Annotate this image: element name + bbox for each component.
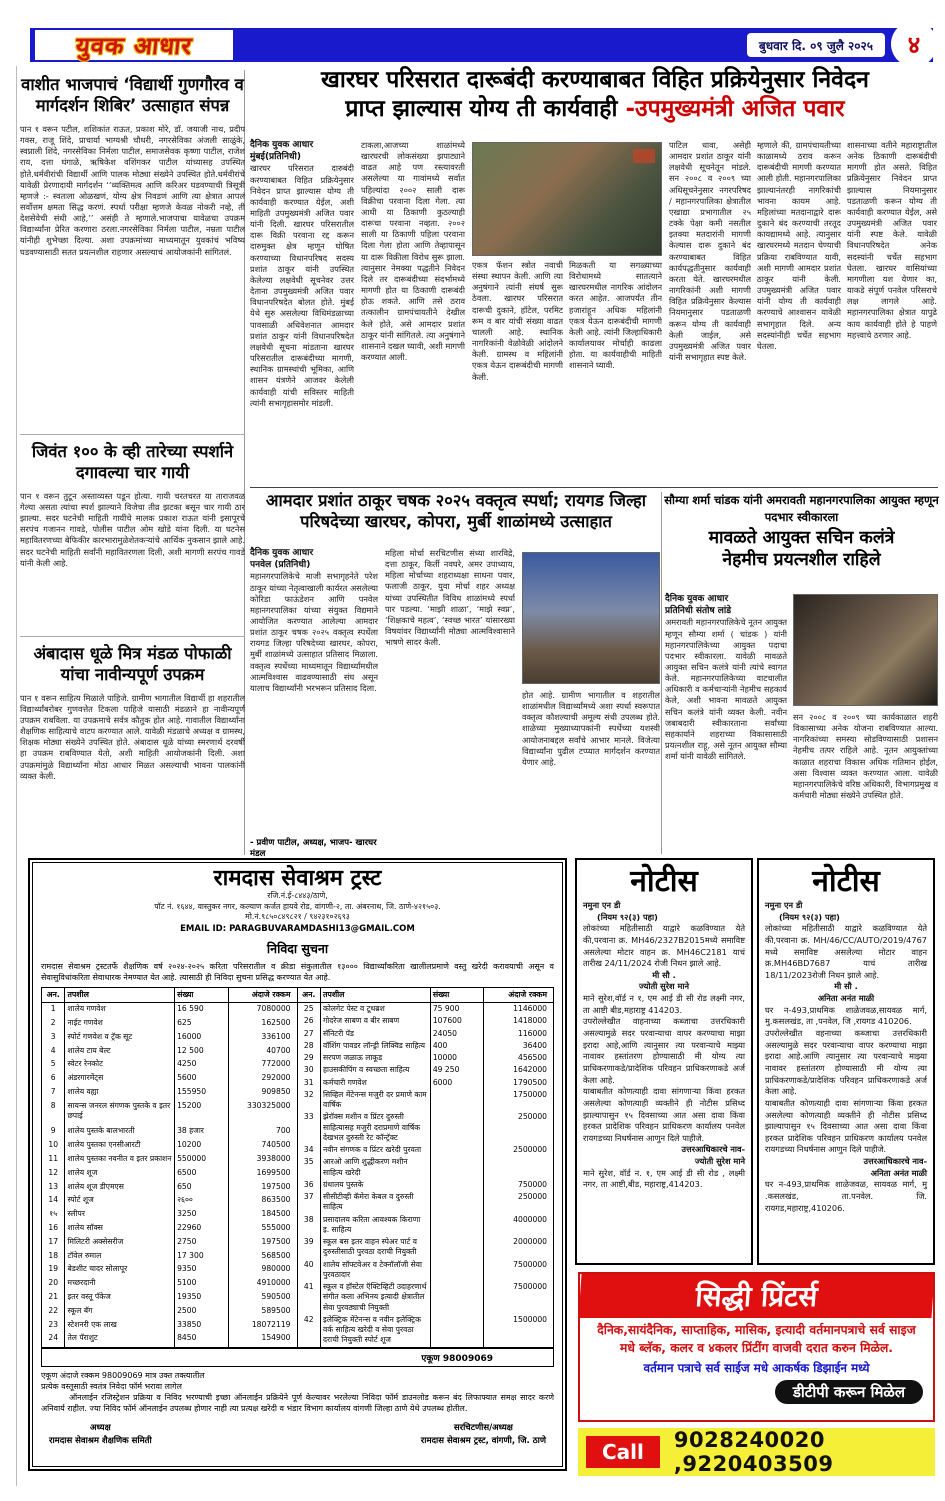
table-row: 3 स्पोर्ट गणवेश व ट्रॅक सूट 16000 336100 bbox=[42, 1031, 297, 1045]
main-headline-line2 bbox=[250, 95, 940, 124]
table-row: 14 स्पोर्ट शूज २६०० 863500 bbox=[42, 1194, 297, 1208]
heir-label: उत्तरआधिकारचे नाव- bbox=[681, 1144, 745, 1155]
byline: दैनिक युवक आधार पनवेल (प्रतिनिधी) bbox=[250, 548, 314, 570]
page-number: ४ bbox=[891, 21, 937, 67]
main-article-column: एकत्र फॅशन स्त्रोत नवाची संस्था स्थापन केली. आणि त्या अनुषंगाने त्यांनी संघर्ष सुरू ठेवला. खारघर परिसरात दारूची दुकाने, हॉटेल, परमिट रूम व बार यांची संख्या वाढत चालली आहे. स्थानिक नागरिकांनी वेळोवेळी आंदोलने केली. ग्रामस्थ व महिलांनी एकत्र येऊन दारूबंदीची मागणी केली. bbox=[472, 260, 563, 382]
handover-ceremony-photo bbox=[793, 594, 938, 706]
col-header-desc: तपशील bbox=[65, 988, 175, 1003]
article-headline: अंबादास धूळे मित्र मंडळ पोफाळी यांचा नावीन्यपूर्ण उपक्रम bbox=[33, 643, 232, 685]
newspaper-logo-box bbox=[35, 30, 233, 60]
middle-article-column: महिला मोर्चा सरचिटणीस संध्या शारविद्रे, दत्ता ठाकूर, किर्ती नवघरे, अमर उपाध्याय, महिला मोर्चाच्या शहराध्यक्षा साधना पवार, फलाजी ठाकूर, युवा मोर्चा शहर अध्यक्ष यांच्या उपस्थितीत विविध शाळांमध्ये स्पर्धा पार पडल्या. ‘माझी शाळा’, ‘माझे स्वप्न’, ‘शिक्षकाचे महत्व’, ‘स्वच्छ भारत’ यांसारख्या विषयांवर विद्यार्थ्यांनी मोठ्या आत्मविश्वासाने भाषणे सादर केली. bbox=[385, 548, 515, 648]
photo-banner bbox=[633, 149, 655, 163]
table-row: 17 मिलिटरी अक्सेसरीज 2750 197500 bbox=[42, 1236, 297, 1250]
table-row: 31 कर्मचारी गणवेश 6000 1790500 bbox=[298, 1077, 554, 1089]
main-article-column: म्हणाले की, ग्रामपंचायतीच्या काळामध्ये ठराव करून दारूबंदीची मागणी करण्यात आली होती. महानगरपालिका झाल्यानंतरही नागरिकांची भावना कायम आहे. महिलांच्या मतदानाद्वारे दारू दुकाने बंद करण्याची तरतूद कायद्यामध्ये आहे. त्यानुसार खारघरमध्ये मतदान घेण्याची प्रक्रिया राबविण्यात यावी, अशी मागणी आमदार प्रशांत ठाकूर यांनी केली. उपमुख्यमंत्री अजित पवार यांनी योग्य ती कार्यवाही करण्याचे आश्वासन यावेळी सभागृहात दिले. अन्य सदस्यांनीही चर्चेत सहभाग घेतला. bbox=[757, 140, 841, 351]
table-row: 37 सीसीटीव्ही कॅमेरा केबल व दुरुस्ती साहित्य 250000 bbox=[298, 1191, 554, 1214]
ad-line2: वर्तमान पत्राचे सर्व साईज मधे आकर्षक डिझाईन मध्ये bbox=[643, 1360, 870, 1375]
col-header-qty: संख्या bbox=[430, 988, 484, 1003]
date-badge: बुधवार दि. ०९ जुलै २०२५ bbox=[747, 33, 885, 57]
left-page-rule bbox=[16, 66, 17, 1486]
call-label: Call bbox=[586, 1436, 660, 1468]
tender-table-right bbox=[298, 988, 554, 1347]
notice-form: नमुना एन डी bbox=[765, 900, 803, 910]
divider bbox=[20, 636, 245, 637]
table-row: 12 शालेय शूज 6500 1699500 bbox=[42, 1167, 297, 1181]
footer-paragraph: ऑनलाईन रजिस्ट्रेशन प्रक्रिया व निविद भरण्याची इच्छा ऑनलाईन प्रक्रियेने पूर्ण केल्यावर भरलेल्या निविदा फॉर्म डाउनलोड करून बंद लिफाफ्यात समक्ष सादर करणे अनिवार्य राहील. ज्या निविद फॉर्म ऑनलाईन उपलब्ध होणार नाही त्या प्रत्यक्ष खरेदी व भंडार विभाग कार्यालय वांगणी जिल्हा ठाणे येथे उपलब्ध होतील. bbox=[41, 1392, 554, 1414]
heir-name: ज्योती सुरेश माने bbox=[694, 1156, 745, 1167]
trust-address: पॉट नं. १६४४, वास्तुकर नगर, कल्याण कर्जत हायवे रोड, वांगणी-२, ता. अंबरनाथ, जि. ठाणे-४२१५०३. bbox=[154, 901, 441, 911]
notice-salutation: मी सौ . bbox=[834, 981, 858, 992]
table-row: १५ स्लीपर 3250 184500 bbox=[42, 1208, 297, 1222]
table-row: 16 शालेय सॉक्स 22960 555000 bbox=[42, 1222, 297, 1236]
article-body: महानगरपालिकेचे माजी सभागृहनेते परेश ठाकूर यांच्या नेतृत्वाखाली कार्यरत असलेल्या कोरिडा फाऊंडेशन आणि पनवेल महानगरपालिका यांच्या संयुक्त विद्यमाने आयोजित करण्यात आलेल्या आमदार प्रशांत ठाकूर चषक २०२५ वक्तृत्व स्पर्धेला रायगड जिल्हा परिषदेच्या खारघर, कोपरा, मुर्बी शाळांमध्ये उत्साहात प्रतिसाद मिळाला. वक्तृत्व स्पर्धेच्या माध्यमातून विद्यार्थ्यांमधील आत्मविश्वास वाढवण्यासाठी संघ असून यालाच विद्यार्थ्यांनी भरभरून प्रतिसाद दिला. bbox=[250, 571, 378, 693]
article-signature: - प्रवीण पाटील, अध्यक्ष, भाजप- खारघर मंडल bbox=[250, 838, 377, 860]
table-row: 42 इलेक्ट्रिक मेंटेनन्स व नवीन इलेक्ट्रिक वर्क साहित्य खरेदी व सेवा पुरवठा दराची नियुक्ती स्पोर्ट शूज 1500000 bbox=[298, 1314, 554, 1347]
article-headline: जिवंत १०० के व्ही तारेच्या स्पर्शाने दगावल्या चार गायी bbox=[31, 441, 234, 483]
table-row: 1 शालेय गणवेश 16 590 7080000 bbox=[42, 1003, 297, 1017]
main-headline-line1: खारघर परिसरात दारूबंदी करण्याबाबत विहित प्रक्रियेनुसार निवेदन bbox=[321, 67, 869, 93]
table-row: 40 शालेय सॉफ्टवेअर व टेक्नॉलॉजी सेवा पुरवठादार 7500000 bbox=[298, 1259, 554, 1282]
table-row: 28 वॉशिंग पावडर लॉन्ड्री लिक्विड साहित्य 400 36400 bbox=[298, 1040, 554, 1052]
table-row: 39 स्कूल बस इतर वाहन स्पेअर पार्ट व दुरुस्तीसाठी पुरवठा दराची नियुक्ती 2000000 bbox=[298, 1236, 554, 1259]
tender-notice-box bbox=[28, 858, 567, 1471]
middle-article-column: होत आहे. ग्रामीण भागातील व शहरातील शाळांमधील विद्यार्थ्यांमध्ये अशा स्पर्धा स्वरूपात वक्तृत्व कौशल्याची अमूल्य संधी उपलब्ध होते. शाळेच्या मुख्याध्यापकांनी स्पर्धेच्या यशस्वी आयोजनाबद्दल सर्वांचे आभार मानले. विजेत्या विद्यार्थ्यांना पुढील टप्प्यात मार्गदर्शन करण्यात येणार आहे. bbox=[522, 690, 660, 767]
trust-phone: मो.नं.९८५०८४९८२१ / ९४२३१०२६९३ bbox=[245, 912, 350, 922]
column-rule-right bbox=[661, 492, 662, 854]
col-header-desc: तपशील bbox=[320, 988, 430, 1003]
trust-registration: रजि.नं.ई-८४४३/ठाणे, bbox=[267, 891, 328, 901]
middle-article-column bbox=[250, 548, 378, 860]
tender-inner bbox=[32, 862, 563, 1467]
article-body: पान १ वरून पटील, शशिकांत राऊत, प्रकाश मोरे, डॉ. जयाजी नाथ, प्रदीप गवस, राजू शिंदे, प्राचार्या भाग्यश्री चौधरी, नगरसेविका अंजली साळुंके, स्वप्नाली शिंदे, नगरसेविका निर्मला पाटील, समाजसेवक कृष्णा पाटील, राजेश राय, दत्ता घंगाळे, ऋषिकेश वशिंगकर पाटील यांच्यासह उपस्थित होते.धर्मवीरांची विद्यार्थी आणि पालक मोठ्या संख्येने उपस्थित होते.धर्मवीरांचे यावेळी प्रेरणादायी मार्गदर्शन ‘‘व्यक्तिमत्व आणि करिअर घडवण्याची त्रिसूत्री म्हणजे :- स्वतःला ओळखणं, योग्य क्षेत्र निवडणं आणि त्या क्षेत्रात आपलं सर्वोत्तम क्षमता सिद्ध करणं. स्पर्धा परीक्षा म्हणजे केवळ नोकरी नव्हे, ती देशसेवेची संधी आहे,’’ असंही ते म्हणाले.भाजपाचा यावेळचा उपक्रम विद्यार्थ्यांना प्रेरित करणारा ठरला.नगरसेविका निर्मला पाटील, नम्रता पाटील यांनीही शुभेच्छा दिल्या. अशा उपक्रमांच्या माध्यमातून युवकांचं भविष्य घडवण्यासाठी सतत प्रयत्नशील राहणार असल्याचं आयोजकांनी सांगितलं. bbox=[20, 123, 245, 257]
article-body: खारघर परिसरात दारुबंदी करण्याबाबत विहित प्रक्रियेनुसार निवेदन प्राप्त झाल्यास योग्य ती कार्यवाही करण्यात येईल, अशी माहिती उपमुख्यमंत्री अजित पवार यांनी दिली. खारघर परिसरातील दारू विक्री परवाना रद्द करून दारुमुक्त क्षेत्र म्हणून घोषित करण्याच्या विधानपरिषद सदस्य प्रशांत ठाकूर यांनी उपस्थित केलेल्या लक्षवेधी सूचनेवर उत्तर देताना उपमुख्यमंत्री अजित पवार विधानपरिषदेत बोलत होते. मुंबई येथे सुरु असलेल्या विधिमंडळाच्या पावसाळी अधिवेशनात आमदार प्रशांत ठाकूर यांनी विधानपरिषदेत लक्षवेधी सूचना मांडताना खारघर परिसरातील दारूबंदीच्या मागणी, स्थानिक ग्रामस्थांची भूमिका, आणि शासन यंत्रणेने आजवर केलेली कार्यवाही यांची सविस्तर माहिती त्यांनी सभागृहासमोर मांडली. bbox=[250, 163, 354, 408]
tender-heading: निविदा सुचना bbox=[266, 940, 329, 956]
notice-body: लोकांच्या महितीसाठी याद्वारे कळविण्यात येते की,परवाना क्र. MH/46/CC/AUTO/2019/4767 मध्ये समाविष्ट असलेल्या मोटार वाहन क्र.MH46BD7687 याचं तारीख 18/11/2023रोजी निधन झाले आहे. bbox=[765, 923, 927, 980]
left-column bbox=[20, 68, 245, 853]
main-article-column bbox=[250, 140, 354, 488]
table-row: 35 आरओ आणि शुद्धीकरण मशीन साहित्य खरेदी bbox=[298, 1156, 554, 1179]
tender-footer bbox=[41, 1370, 554, 1415]
table-row: 21 इतर वस्तू पॅकेज 19350 590500 bbox=[42, 1291, 297, 1305]
main-article-column: टाकला,आजच्या शाळांमध्ये खारघरची लोकसंख्या झपाट्याने वाढत आहे पण रस्त्यावरती असलेल्या या गावांमध्ये सर्वात पहिल्यांदा २००२ साली दारू विक्रीचा परवाना दिला गेला. त्या आधी या ठिकाणी कुठल्याही दारूचा परवाना नव्हता. २००२ साली या ठिकाणी पहिला परवाना दिला गेला होता आणि तेव्हापासून या दारू विक्रीला विरोध सुरू झाला. त्यानुसार नेमक्या पद्धतीने निवेदन दिले तर दारूबंदीच्या संदर्भामध्ये मागणी होत या ठिकाणी दारूबंदी होऊ शकते. आणि तसे ठराव तत्कालीन ग्रामपंचायतीने देखील केले होते, असे आमदार प्रशांत ठाकूर यांनी सांगितले. त्या अनुषंगाने शासनाने दखल घ्यावी, अशी मागणी करण्यात आली. bbox=[361, 140, 465, 362]
table-row: 6 अंडरगारमेंट्स 5600 292000 bbox=[42, 1072, 297, 1086]
article-body: अमरावती महानगरपालिकेचे नूतन आयुक्त म्हणून सौम्या शर्मा ( चांडक ) यांनी महानगरपालिकेच्या आयुक्त पदाचा पदभार स्वीकारला. यावेळी मावळते आयुक्त सचिन कलंत्रे यांनी त्यांचे स्वागत केले. महानगरपालिकेच्या वाटचालीत अधिकारी व कर्मचाऱ्यांनी नेहमीच सहकार्य केले, अशी भावना मावळते आयुक्त सचिन कलंत्रे यांनी व्यक्त केली. नवीन जबाबदारी स्वीकारताना सर्वांच्या सहकार्याने शहराच्या विकासासाठी प्रयत्नशील राहू, असे नूतन आयुक्त सौम्या शर्मा यांनी यावेळी सांगितले. bbox=[665, 617, 787, 762]
heir-address: घर न-493,प्राथमिक शाळेजवळ, सायवळ मार्ग, मु .कसलखंड, ता.पनवेल. जि. रायगड,महाराष्ट्र,410206. bbox=[765, 1179, 927, 1213]
notice-para2: उपरोल्लेखीत वाहनाच्या कब्जाचा उत्तरधिकारी असल्यामुळे सदर परवान्याचा वापर करण्याचा माझा इरादा आहे,आणि त्यानुसार त्या परवान्याचे माझ्या नावावर हस्तांतरण होण्यासाठी मी योग्य त्या प्राधिकरणाकडे/प्रादेशिक परिवहन प्राधिकरणाकडे अर्ज केला आहे. bbox=[583, 1016, 745, 1085]
table-row: 10 शालेय पुस्तका एनसीआरटी 10200 740500 bbox=[42, 1139, 297, 1153]
notice-rule: (नियम ९२(३) पहा) bbox=[597, 911, 658, 922]
ad-phone-numbers: 9028240020 ,9220403509 bbox=[673, 1428, 834, 1476]
heir-name: अनिता अनंत माळी bbox=[870, 1167, 927, 1178]
col-header-no: अन. bbox=[42, 988, 65, 1003]
main-article-column: पाटिल धावा, असेही आमदार प्रशांत ठाकूर यांनी लक्षवेधी सूचनेतून मांडले. सन २००८ व २००९ च्या अधिसूचनेनुसार नगरपरिषद / महानगरपालिका क्षेत्रातील एखाद्या प्रभागातील २५ टक्के पेक्षा कमी नसतील इतक्या मतदारांनी मागणी केल्यास दारू दुकाने बंद करण्याबाबत विहित कार्यपद्धतीनुसार कार्यवाही करता येते. खारघरमधील नागरिकांनी अशी मागणी विहित प्रक्रियेनुसार केल्यास नियमानुसार पडताळणी करून योग्य ती कार्यवाही केली जाईल, असे उपमुख्यमंत्री अजित पवार यांनी सभागृहात स्पष्ट केले. bbox=[669, 140, 751, 362]
tender-total: एकूण 98009069 bbox=[41, 1347, 554, 1367]
notice-address: माने सुरेश,वॉर्ड न १, एम आई डी सी रोड लक्ष्मी नगर, ता आष्टी बीड,महाराष्ट्र 414203. bbox=[583, 993, 745, 1015]
col-header-no: अन. bbox=[298, 988, 321, 1003]
signature-right: सरचिटणीस/अध्यक्ष रामदास सेवाश्रम ट्रस्ट, वांगणी, जि. ठाणे bbox=[420, 1423, 546, 1447]
table-row: 18 टॉवेल रुमाल 17 300 568500 bbox=[42, 1250, 297, 1264]
notice-rule: (नियम ९२(३) पहा) bbox=[779, 911, 840, 922]
right-article-column bbox=[665, 594, 787, 854]
byline: दैनिक युवक आधार मुंबई(प्रतिनिधी) bbox=[250, 140, 314, 162]
byline: दैनिक युवक आधार प्रतिनिधी संतोष लांडे bbox=[665, 594, 732, 616]
notice-para3: याबाबतीत कोणत्याही दावा सांगणाऱ्या किंवा हरकत असलेल्या कोणत्याही व्यक्तीने ही नोटीस प्रसिध्द झाल्यापासुन १५ दिवसाच्या आत असा दावा किंवा हरकत प्रादेशिक परिवहन प्राधिकरण कार्यालय पनवेल रायगडच्या निधर्षनास आणुन दिले पाहीजे. bbox=[765, 1097, 927, 1155]
table-row: 26 गोदरेज साबण व बीर साबण 107600 1418000 bbox=[298, 1015, 554, 1027]
right-article-kicker: सौम्या शर्मा चांडक यांनी अमरावती महानगरपालिका आयुक्त म्हणून पदभार स्वीकारला bbox=[664, 493, 939, 524]
table-row: 23 स्टेशनरी एक लाख 33850 18072119 bbox=[42, 1319, 297, 1333]
footer-line2: प्रत्येक वस्तूसाठी स्वतंत्र निवेदा फॉर्म भरावा लागेल bbox=[41, 1381, 182, 1391]
vehicle-notice-1 bbox=[575, 858, 753, 1265]
heir-label: उत्तरआधिकारचे नाव- bbox=[863, 1156, 927, 1167]
right-article-headline: मावळते आयुक्त सचिन कलंत्रे नेहमीच प्रयत्नशील राहिले bbox=[708, 528, 895, 570]
table-row: 22 स्कूल बॅग 2500 589500 bbox=[42, 1305, 297, 1319]
middle-headline: आमदार प्रशांत ठाकूर चषक २०२५ वक्तृत्व स्पर्धा; रायगड जिल्हा परिषदेच्या खारघर, कोपरा, मुर्बी शाळांमध्ये उत्साहात bbox=[265, 491, 647, 532]
table-row: 19 बेडशीट चादर सोलापूर 9350 980000 bbox=[42, 1263, 297, 1277]
notice-name: अनिता अनंत माळी bbox=[817, 993, 875, 1004]
notice-address: घर न-493,प्राथमिक शाळेजवळ,सायवळ मार्ग, मु.कसलखंड, ता ,पनवेल, जि ,रायगड 410206. bbox=[765, 1004, 927, 1027]
notice-form: नमुना एन डी bbox=[583, 900, 621, 910]
table-row: 25 कोलगेट पेस्ट व टूथब्रश 75 900 1146000 bbox=[298, 1003, 554, 1016]
table-row: 34 नवीन संगणक व प्रिंटर खरेदी पुरवता 2500000 bbox=[298, 1144, 554, 1156]
tender-intro: रामदास सेवाश्रम ट्रस्टतर्फे शैक्षणिक वर्ष २०२४-२०२५ करिता परिसरातील व क्रीडा संकुलातील १३००० विद्यार्थ्यांकरिता खालीलप्रमाणे वस्तु खरेदी करावयाची असून व सेवासुविधांकरिता सेवाधारक नेमण्यात येत आहे. त्यासाठी ही निविदा सुचना प्रसिद्ध करण्यात येत आहे. bbox=[41, 961, 554, 982]
table-row: 4 शालेय टाय बेल्ट 12 500 40700 bbox=[42, 1045, 297, 1059]
article-body: पान १ वरून तुटून अस्ताव्यस्त पडून होत्या. गायी चरतचरत या ताराजवळ गेल्या असता त्यांचा स्पर्श झाल्याने विजेचा तीव्र झटका बसून चार गायी ठार झाल्या. सदर घटनेची माहिती गायींचे मालक प्रकाश राऊत यांनी इसापूरचे सरपंच गजानन गावडे, पोलीस पाटील ओम खोडे यांना दिली. या घटनेस महावितरणच्या बेफिकीर कारभारामुळेशेतकऱ्यांचे आर्थिक नुकसान झाले आहे. सदर घटनेची माहिती सर्वांनी महावितरणला दिली, अशी मागणी सरपंच गावडे यांनी केली आहे. bbox=[20, 490, 245, 568]
main-article-column: शासनाच्या वतीने महाराष्ट्रातील अनेक ठिकाणी दारूबंदीची मागणी होत असते. विहित प्रक्रियेनुसार निवेदन प्राप्त झाल्यास नियमानुसार पडताळणी करून योग्य ती कार्यवाही करण्यात येईल, असे उपमुख्यमंत्री अजित पवार यांनी स्पष्ट केले. यावेळी विधानपरिषदेत अनेक सदस्यांनी चर्चेत सहभाग घेतला. खारघर वासियांच्या मागणीला यश येणार का, याकडे संपूर्ण पनवेल परिसराचे लक्ष लागले आहे. महानगरपालिका क्षेत्रात यापुढे काय कार्यवाही होते हे पाहणे महत्त्वाचे ठरणार आहे. bbox=[847, 140, 937, 340]
printers-ad bbox=[578, 1272, 935, 1422]
footer-line1: एकूण अंदाजे रक्कम 98009069 मात्र उक्त तक्त्यातील bbox=[41, 1370, 205, 1380]
article-body: पान १ वरून साहित्य मिळाले पाहिजे. ग्रामीण भागातील विद्यार्थी हा शहरातील विद्यार्थ्यांबरोबर गुणवत्तेत टिकला पाहिजे यासाठी मंडळाने हा नावीन्यपूर्ण उपक्रम राबविला. या उपक्रमाचे सर्वत्र कौतुक होत आहे. गावातील विद्यार्थ्यांना शैक्षणिक साहित्याचे वाटप करण्यात आले. यावेळी मंडळाचे अध्यक्ष व ग्रामस्थ, शिक्षक मोठ्या संख्येने उपस्थित होते. अंबादास धूळे यांच्या स्मरणार्थ दरवर्षी हा उपक्रम राबविण्यात येतो, अशी माहिती आयोजकांनी दिली. अशा उपक्रमांमुळे विद्यार्थ्यांना मोठा आधार मिळत असल्याची भावना पालकांनी व्यक्त केली. bbox=[20, 692, 245, 781]
ad-call-strip bbox=[578, 1428, 935, 1476]
table-row: 11 शालेय पुस्तका नवनीत व इतर प्रकाशन 550000 3938000 bbox=[42, 1153, 297, 1167]
table-row: 8 सायन्स जनरल संगणक पुस्तके व इतर छपाई 15200 330325000 bbox=[42, 1100, 297, 1125]
table-row: 32 सिव्हिल मेंटेनन्स मजुरी दर प्रमाणे काम वार्षिक 1750000 bbox=[298, 1089, 554, 1112]
col-header-amount: अंदाजे रक्कम bbox=[484, 988, 553, 1003]
main-headline-attribution: -उपमुख्यमंत्री अजित पवार bbox=[625, 95, 845, 122]
main-headline-line2-black: प्राप्त झाल्यास योग्य ती कार्यवाही bbox=[345, 95, 618, 122]
notice-body: लोकांच्या महितीसाठी याद्वारे कळविण्यात येते की,परवाना क्र. MH46/2327B2015मध्ये समाविष्ट असलेल्या मोटार वाहन क्र. MH46C2181 याचं तारीख 24/11/2024 रोजी निधन झाले आहे. bbox=[583, 923, 745, 969]
col-header-amount: अंदाजे रक्कम bbox=[228, 988, 297, 1003]
ad-title: सिद्धी प्रिंटर्स bbox=[578, 1274, 934, 1318]
table-row: 30 हाउसकीपिंग व स्वच्छता साहित्य 49 250 1642000 bbox=[298, 1064, 554, 1076]
right-article-column: सन २००८ व २००९ च्या कार्यकाळात शहरी विकासाच्या अनेक योजना राबविण्यात आल्या. नागरिकांच्या समस्या सोडविण्यासाठी प्रशासन नेहमीच तत्पर राहिले आहे. नूतन आयुक्तांच्या काळात शहराचा विकास अधिक गतिमान होईल, असा विश्वास व्यक्त करण्यात आला. यावेळी महानगरपालिकेचे वरिष्ठ अधिकारी, विभागप्रमुख व कर्मचारी मोठ्या संख्येने उपस्थित होते. bbox=[793, 712, 938, 801]
main-article-column: मिळकती या सगळ्याच्या विरोधामध्ये सातत्याने खारघरमधील नागरिक आंदोलन करत आहेत. आजपर्यंत तीन हजारांहून अधिक महिलांनी एकत्र येऊन दारूबंदीची मागणी केली आहे. त्यांनी जिल्हाधिकारी कार्यालयावर मोर्चाही काढला होता. या कार्यवाहीची माहिती शासनाने घ्यावी. bbox=[569, 260, 662, 371]
table-row: 27 सॅनिटरी पॅड 24050 116000 bbox=[298, 1028, 554, 1040]
notice-name: ज्योती सुरेश माने bbox=[638, 981, 690, 992]
table-row: 41 स्कूल व हॉस्टेल ऍक्टिव्हिटी उदाहरणार्थ संगीत कला अभिनय इत्यादी क्षेत्रातील सेवा पुरवठ्याची नियुक्ती 7500000 bbox=[298, 1281, 554, 1314]
main-headline bbox=[250, 66, 940, 124]
tender-table bbox=[41, 987, 554, 1347]
table-row: 13 शालेय शूज डीएमएस 650 197500 bbox=[42, 1181, 297, 1195]
table-row: 2 नाईट गणवेश 625 162500 bbox=[42, 1017, 297, 1031]
notice-title: नोटीस bbox=[630, 864, 698, 899]
assembly-hall-photo bbox=[472, 142, 662, 256]
table-row: 7 शालेय वह्या 155950 909850 bbox=[42, 1086, 297, 1100]
newspaper-logo: युवक आधार bbox=[74, 31, 194, 60]
table-row: 33 झेरॉक्स मशीन व प्रिंटर दुरुस्ती साहित्यासह मजुरी दराप्रमाणे वार्षिक देखभल दुरुस्ती रेट कॉन्ट्रॅक्ट 250000 bbox=[298, 1111, 554, 1144]
trust-email: EMAIL ID: PARAGBUVARAMDASHI13@GMAIL.COM bbox=[180, 923, 415, 934]
masthead bbox=[30, 28, 933, 62]
table-row: 9 शालेय पुस्तके बालभारती 38 हजार 700 bbox=[42, 1125, 297, 1139]
table-row: 38 प्रसादालय करिता आवश्यक किराणा इ. साहित्य 4000000 bbox=[298, 1214, 554, 1237]
table-row: 29 सरपण जळाऊ लाकूड 10000 456500 bbox=[298, 1052, 554, 1064]
table-row: 5 स्वेटर रेनकोट 4250 772000 bbox=[42, 1058, 297, 1072]
table-row: 36 ग्रंथालय पुस्तके 750000 bbox=[298, 1179, 554, 1191]
ad-dtp-pill: डीटीपी करून मिळेल bbox=[775, 1380, 923, 1404]
heir-address: माने सुरेश, वॉर्ड न. १, एम आई डी सी रोड , लक्ष्मी नगर, ता आष्टी,बीड, महाराष्ट्र,414203. bbox=[583, 1167, 745, 1190]
col-header-qty: संख्या bbox=[175, 988, 229, 1003]
article-headline: वाशीत भाजपाचं ‘विद्यार्थी गुणगौरव व मार्गदर्शन शिबिर’ उत्साहात संपन्न bbox=[21, 75, 244, 116]
prize-group-photo bbox=[522, 552, 660, 684]
tender-table-left bbox=[42, 988, 298, 1347]
table-row: 24 तेल पॅराशुट 8450 154900 bbox=[42, 1332, 297, 1346]
trust-name: रामदास सेवाश्रम ट्रस्ट bbox=[213, 866, 382, 891]
table-row: 20 मच्छरदानी 5100 4910000 bbox=[42, 1277, 297, 1291]
divider bbox=[20, 434, 245, 435]
signature-left: अध्यक्ष रामदास सेवाश्रम शैक्षणिक समिती bbox=[49, 1423, 152, 1447]
notice-para2: उपरोल्लेखीत वहनाच्या कब्जाचा उत्तरधिकारी असल्यामुळे सदर परवान्याचा वापर करण्याचा माझा इरादा आहे.आणि त्यानुसार त्या परवान्याचे माझ्या नावावर हस्तांतरण होण्यासाठी मी योग्य त्या प्राधिकरणाकडे/प्रादेशिक परिवहन प्राधिकरणाकडे अर्ज केला आहे. bbox=[765, 1028, 927, 1097]
tender-signatures bbox=[41, 1422, 554, 1448]
notice-salutation: मी सौ . bbox=[652, 969, 676, 980]
notice-title: नोटीस bbox=[812, 864, 880, 899]
ad-line1: दैनिक,सायंदैनिक, साप्ताहिक, मासिक, इत्यादी वर्तमानपत्राचे सर्व साइज मधे ब्लॅक, कलर व ४कलर प्रिंटींग वाजवी दरात करुन मिळेल. bbox=[597, 1323, 916, 1355]
notice-para3: याबाबतीत कोणत्याही दावा सांगणाऱ्या किंवा हरकत असलेल्या कोणत्याही व्यक्तीने ही नोटीस प्रसिध्द झाल्यापासुन १५ दिवसाच्या आत असा दावा किंवा हरकत प्रादेशिक परिवहन प्राधिकरण कार्यालय पनवेल रायगडच्या निधर्षनास आणुन दिले पाहीजे. bbox=[583, 1086, 745, 1143]
vehicle-notice-2 bbox=[757, 858, 935, 1265]
